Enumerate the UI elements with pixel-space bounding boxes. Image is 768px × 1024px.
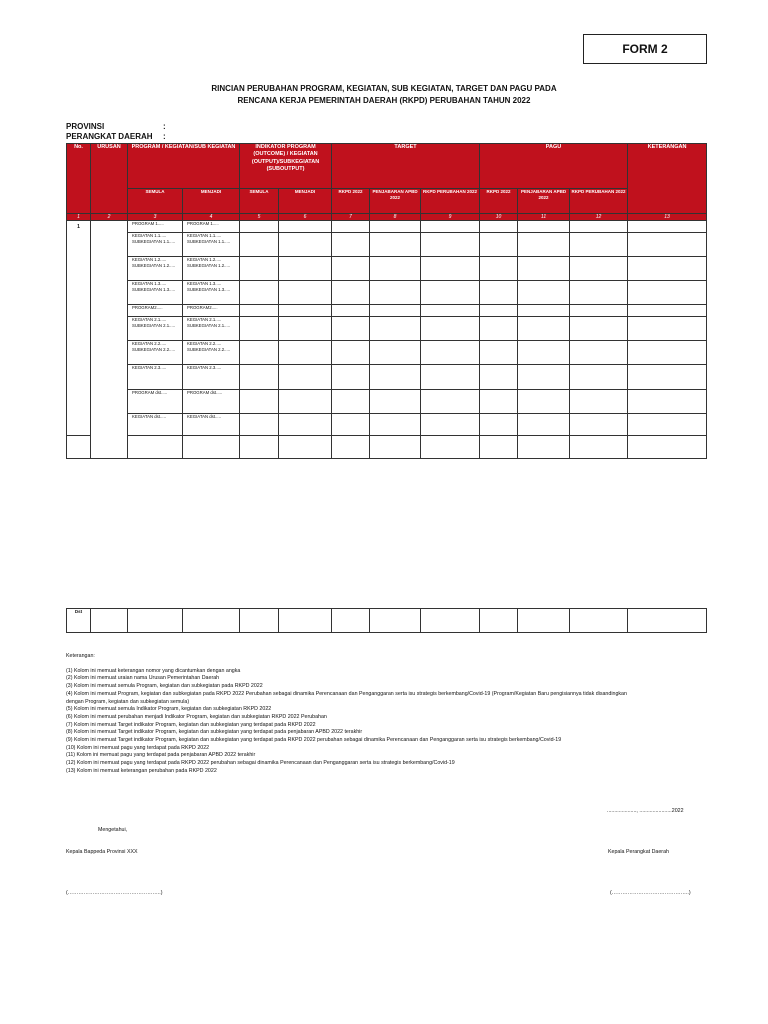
total-row xyxy=(67,609,707,633)
table-row xyxy=(67,317,707,341)
program-semula-cell: KEGIATAN 1.2..... SUBKEGIATAN 1.2..... xyxy=(128,257,183,281)
subheader-pagu-rkpd: RKPD 2022 xyxy=(480,189,518,214)
signature-date: ...................., ......................2022 xyxy=(607,808,684,814)
right-signatory-title: Kepala Perangkat Daerah xyxy=(608,849,669,855)
subheader-program-semula: SEMULA xyxy=(128,189,183,214)
note-item: (10) Kolom ini memuat pagu yang terdapat pada RKPD 2022 xyxy=(66,744,210,751)
program-semula-cell: KEGIATAN 2.2..... SUBKEGIATAN 2.2..... xyxy=(128,341,183,365)
note-item: (9) Kolom ini memuat Target indikator Program, kegiatan dan subkegiatan yang terdapat pada RKPD 2022 perubahan sebagai dinamika Perencanaan dan Penganggaran serta isu strategis berkembang/Covid-19 xyxy=(66,737,562,744)
column-number: 7 xyxy=(332,214,370,221)
program-menjadi-cell: PROGRAM2..... xyxy=(183,305,240,317)
program-semula-cell: KEGIATAN 1.1..... SUBKEGIATAN 1.1..... xyxy=(128,233,183,257)
program-semula-cell: PROGRAM2..... xyxy=(128,305,183,317)
note-item: (6) Kolom ini memuat perubahan menjadi Indikator Program, kegiatan dan subkegiatan RKPD 2022 Perubahan xyxy=(66,713,327,720)
program-menjadi-cell: KEGIATAN dst..... xyxy=(183,414,240,436)
program-semula-cell: KEGIATAN 2.1..... SUBKEGIATAN 2.1..... xyxy=(128,317,183,341)
table-row xyxy=(67,257,707,281)
header-urusan: URUSAN xyxy=(91,144,128,214)
form-number-label: FORM 2 xyxy=(622,42,668,56)
perangkat-daerah-label: PERANGKAT DAERAH xyxy=(66,132,153,141)
column-number: 4 xyxy=(183,214,240,221)
table-row xyxy=(67,233,707,257)
row-number-empty xyxy=(67,436,91,459)
column-number: 13 xyxy=(628,214,707,221)
program-menjadi-cell xyxy=(183,436,240,459)
table-row xyxy=(67,221,707,233)
subheader-indikator-menjadi: MENJADI xyxy=(279,189,332,214)
provinsi-label: PROVINSI xyxy=(66,122,105,131)
column-number: 1 xyxy=(67,214,91,221)
subheader-indikator-semula: SEMULA xyxy=(240,189,279,214)
program-menjadi-cell: KEGIATAN 1.3..... SUBKEGIATAN 1.3..... xyxy=(183,281,240,305)
program-semula-cell: KEGIATAN 1.3..... SUBKEGIATAN 1.3..... xyxy=(128,281,183,305)
note-item: (2) Kolom ini memuat uraian nama Urusan Pemerintahan Daerah xyxy=(66,675,220,682)
header-no: No. xyxy=(67,144,91,214)
header-pagu: PAGU xyxy=(480,144,628,189)
note-item: (5) Kolom ini memuat semula Indikator Program, kegiatan dan subkegiatan RKPD 2022 xyxy=(66,706,272,713)
program-menjadi-cell: PROGRAM 1..... xyxy=(183,221,240,233)
table-row xyxy=(67,281,707,305)
subheader-target-penjabaran: PENJABARAN APBD 2022 xyxy=(370,189,421,214)
program-menjadi-cell: KEGIATAN 2.3..... xyxy=(183,365,240,390)
rincian-table xyxy=(66,143,707,459)
note-item: (1) Kolom ini memuat keterangan nomor yang dicantumkan dengan angka xyxy=(66,667,241,674)
program-menjadi-cell: KEGIATAN 2.2..... SUBKEGIATAN 2.2..... xyxy=(183,341,240,365)
note-item: (3) Kolom ini memuat semula Program, kegiatan dan subkegiatan pada RKPD 2022 xyxy=(66,683,263,690)
urusan-cell xyxy=(91,221,128,459)
subheader-target-rkpd: RKPD 2022 xyxy=(332,189,370,214)
total-table xyxy=(66,608,707,633)
program-semula-cell: PROGRAM dst..... xyxy=(128,390,183,414)
note-item: (8) Kolom ini memuat Target indikator Program, kegiatan dan subkegiatan yang terdapat pada penjabaran APBD 2022 terakhir xyxy=(66,729,363,736)
program-semula-cell: KEGIATAN dst..... xyxy=(128,414,183,436)
note-item: (11) Kolom ini memuat pagu yang terdapat pada penjabaran APBD 2022 terakhir xyxy=(66,752,256,759)
program-semula-cell: KEGIATAN 2.3..... xyxy=(128,365,183,390)
table-row xyxy=(67,365,707,390)
table-row xyxy=(67,436,707,459)
table-row xyxy=(67,305,707,317)
header-indikator: INDIKATOR PROGRAM (OUTCOME) / KEGIATAN (OUTPUT)/SUBKEGIATAN (SUBOUTPUT) xyxy=(240,144,332,189)
left-signatory-name: (……………………………………………..) xyxy=(66,890,163,896)
header-keterangan: KETERANGAN xyxy=(628,144,707,214)
row-number: 1 xyxy=(67,221,91,436)
total-label: Dst xyxy=(67,609,91,633)
program-semula-cell: PROGRAM 1..... xyxy=(128,221,183,233)
subheader-pagu-penjabaran: PENJABARAN APBD 2022 xyxy=(518,189,570,214)
subheader-target-rkpd-perubahan: RKPD PERUBAHAN 2022 xyxy=(421,189,480,214)
column-number: 12 xyxy=(570,214,628,221)
subheader-program-menjadi: MENJADI xyxy=(183,189,240,214)
program-menjadi-cell: KEGIATAN 1.1..... SUBKEGIATAN 1.1..... xyxy=(183,233,240,257)
program-menjadi-cell: KEGIATAN 2.1..... SUBKEGIATAN 2.1..... xyxy=(183,317,240,341)
column-number: 11 xyxy=(518,214,570,221)
program-menjadi-cell: KEGIATAN 1.2..... SUBKEGIATAN 1.2..... xyxy=(183,257,240,281)
document-title-line-1: RINCIAN PERUBAHAN PROGRAM, KEGIATAN, SUB KEGIATAN, TARGET DAN PAGU PADA xyxy=(211,84,557,93)
form-number-box xyxy=(583,34,707,64)
program-menjadi-cell: PROGRAM dst..... xyxy=(183,390,240,414)
table-row xyxy=(67,414,707,436)
notes-heading: Keterangan: xyxy=(66,653,95,659)
table-row xyxy=(67,341,707,365)
column-number: 5 xyxy=(240,214,279,221)
column-number: 8 xyxy=(370,214,421,221)
note-item: (13) Kolom ini memuat keterangan perubahan pada RKPD 2022 xyxy=(66,767,217,774)
header-target: TARGET xyxy=(332,144,480,189)
column-number: 10 xyxy=(480,214,518,221)
note-item: (7) Kolom ini memuat Target indikator Program, kegiatan dan subkegiatan yang terdapat pada RKPD 2022 xyxy=(66,721,316,728)
note-item: (4) Kolom ini memuat Program, kegiatan dan subkegiatan pada RKPD 2022 Perubahan sebagai dinamika Perencanaan dan Penganggaran serta isu strategis berkembang/Covid-19 (Program/Kegiatan Baru pengisiannya tidak disandingkan xyxy=(66,690,627,697)
keterangan-notes xyxy=(66,653,627,776)
perangkat-daerah-colon: : xyxy=(163,132,166,141)
right-signatory-name: (……………………………………..) xyxy=(610,890,691,896)
table-row xyxy=(67,390,707,414)
header-program: PROGRAM / KEGIATAN/SUB KEGIATAN xyxy=(128,144,240,189)
column-number: 6 xyxy=(279,214,332,221)
left-signatory-title: Kepala Bappeda Provinsi XXX xyxy=(66,849,138,855)
subheader-pagu-rkpd-perubahan: RKPD PERUBAHAN 2022 xyxy=(570,189,628,214)
column-number: 9 xyxy=(421,214,480,221)
program-semula-cell xyxy=(128,436,183,459)
mengetahui-label: Mengetahui, xyxy=(98,827,128,833)
provinsi-colon: : xyxy=(163,122,166,131)
note-item: dengan Program, kegiatan dan subkegiatan semula) xyxy=(66,698,190,705)
note-item: (12) Kolom ini memuat pagu yang terdapat pada RKPD 2022 perubahan sebagai dinamika Perencanaan dan Penganggaran serta isu strategis berkembang/Covid-19 xyxy=(66,760,455,767)
column-number: 3 xyxy=(128,214,183,221)
document-title-line-2: RENCANA KERJA PEMERINTAH DAERAH (RKPD) PERUBAHAN TAHUN 2022 xyxy=(237,96,531,105)
column-number: 2 xyxy=(91,214,128,221)
